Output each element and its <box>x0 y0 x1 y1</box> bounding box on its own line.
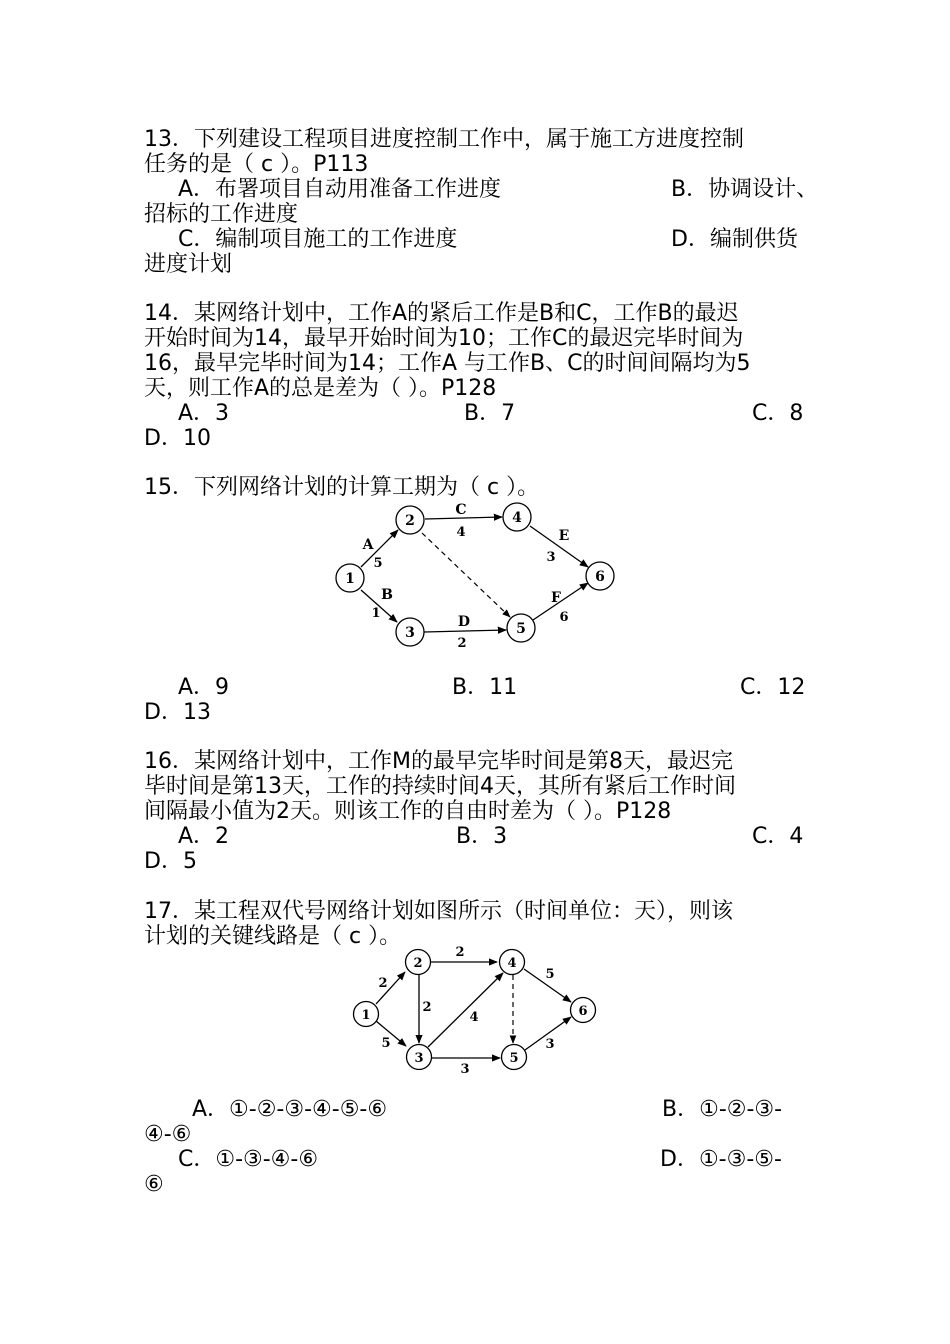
q14-option-d: D．10 <box>144 426 211 451</box>
q15-option-d: D．13 <box>144 700 211 725</box>
q17-option-a: A．①-②-③-④-⑤-⑥ <box>192 1097 388 1122</box>
q16-stem-line3: 间隔最小值为2天。则该工作的自由时差为（ ）。P128 <box>144 799 672 824</box>
q15-node-3: 3 <box>405 625 415 641</box>
q16-stem-line2: 毕时间是第13天，工作的持续时间4天，其所有紧后工作时间 <box>144 774 736 799</box>
q15-network-diagram <box>320 497 630 655</box>
q15-node-4: 4 <box>512 510 522 526</box>
q17-duration-3-5: 3 <box>460 1062 470 1077</box>
q14-stem-line2: 开始时间为14，最早开始时间为10；工作C的最迟完毕时间为 <box>144 326 744 351</box>
q17-option-b-cont: ④-⑥ <box>144 1122 192 1147</box>
q15-label-e: E <box>558 528 570 544</box>
q17-duration-4-6: 5 <box>545 967 555 982</box>
q17-option-c: C．①-③-④-⑥ <box>178 1147 319 1172</box>
q17-duration-5-6: 3 <box>545 1037 555 1052</box>
q17-option-d: D．①-③-⑤- <box>660 1147 782 1172</box>
q15-option-b: B．11 <box>452 675 518 700</box>
q15-duration-f: 6 <box>559 610 569 625</box>
q16-option-b: B．3 <box>456 824 508 849</box>
q17-option-d-cont: ⑥ <box>144 1172 164 1197</box>
q15-label-d: D <box>457 614 471 630</box>
q15-duration-a: 5 <box>373 556 383 571</box>
q17-node-5: 5 <box>509 1051 519 1066</box>
q15-option-a: A．9 <box>178 675 230 700</box>
q17-node-1: 1 <box>361 1008 371 1023</box>
q13-option-c: C．编制项目施工的工作进度 <box>178 227 458 252</box>
q17-stem-line1: 17．某工程双代号网络计划如图所示（时间单位：天），则该 <box>144 899 733 924</box>
q15-arrow-d <box>424 630 506 632</box>
q13-option-b: B．协调设计、 <box>671 177 819 202</box>
q14-stem-line3: 16，最早完毕时间为14；工作A 与工作B、C的时间间隔均为5 <box>144 351 751 376</box>
q17-duration-2-4: 2 <box>455 945 465 960</box>
q15-duration-d: 2 <box>457 636 467 651</box>
q16-option-d: D．5 <box>144 849 197 874</box>
q15-duration-b: 1 <box>371 606 381 621</box>
q14-option-a: A．3 <box>178 401 230 426</box>
q15-arrow-dummy <box>422 533 510 617</box>
q14-option-b: B．7 <box>464 401 516 426</box>
q15-label-b: B <box>381 587 393 603</box>
q14-option-c: C．8 <box>752 401 804 426</box>
q15-option-c: C．12 <box>740 675 806 700</box>
q13-option-b-cont: 招标的工作进度 <box>144 202 299 227</box>
q15-node-5: 5 <box>516 621 526 637</box>
q15-label-a: A <box>362 537 374 553</box>
q16-stem-line1: 16．某网络计划中，工作M的最早完毕时间是第8天，最迟完 <box>144 749 733 774</box>
q17-duration-2-3: 2 <box>422 1000 432 1015</box>
q17-duration-3-4: 4 <box>469 1010 479 1025</box>
q15-node-1: 1 <box>345 571 355 587</box>
q13-option-d-cont: 进度计划 <box>144 252 233 277</box>
q15-node-2: 2 <box>405 513 415 529</box>
q15-label-c: C <box>455 502 467 518</box>
q14-stem-line1: 14．某网络计划中，工作A的紧后工作是B和C，工作B的最迟 <box>144 301 739 326</box>
q15-duration-e: 3 <box>546 550 556 565</box>
q17-duration-1-3: 5 <box>381 1036 391 1051</box>
q15-stem: 15．下列网络计划的计算工期为（ c ）。 <box>144 475 540 500</box>
q17-network-diagram <box>340 940 610 1080</box>
q13-stem-line2: 任务的是（ c ）。P113 <box>144 152 369 177</box>
q17-node-2: 2 <box>413 956 423 971</box>
q13-option-d: D．编制供货 <box>671 227 798 252</box>
q17-node-3: 3 <box>414 1051 424 1066</box>
q17-stem-line2: 计划的关键线路是（ c ）。 <box>144 924 402 949</box>
q13-option-a: A．布署项目自动用准备工作进度 <box>178 177 502 202</box>
q17-node-4: 4 <box>507 956 517 971</box>
q17-duration-1-2: 2 <box>378 976 388 991</box>
q17-node-6: 6 <box>578 1004 588 1019</box>
q14-stem-line4: 天，则工作A的总是差为（ ）。P128 <box>144 376 497 401</box>
q16-option-c: C．4 <box>752 824 804 849</box>
q17-option-b: B．①-②-③- <box>662 1097 783 1122</box>
q15-duration-c: 4 <box>456 525 466 540</box>
q13-stem-line1: 13．下列建设工程项目进度控制工作中，属于施工方进度控制 <box>144 127 744 152</box>
q15-label-f: F <box>551 590 561 606</box>
q16-option-a: A．2 <box>178 824 230 849</box>
q15-node-6: 6 <box>595 569 605 585</box>
